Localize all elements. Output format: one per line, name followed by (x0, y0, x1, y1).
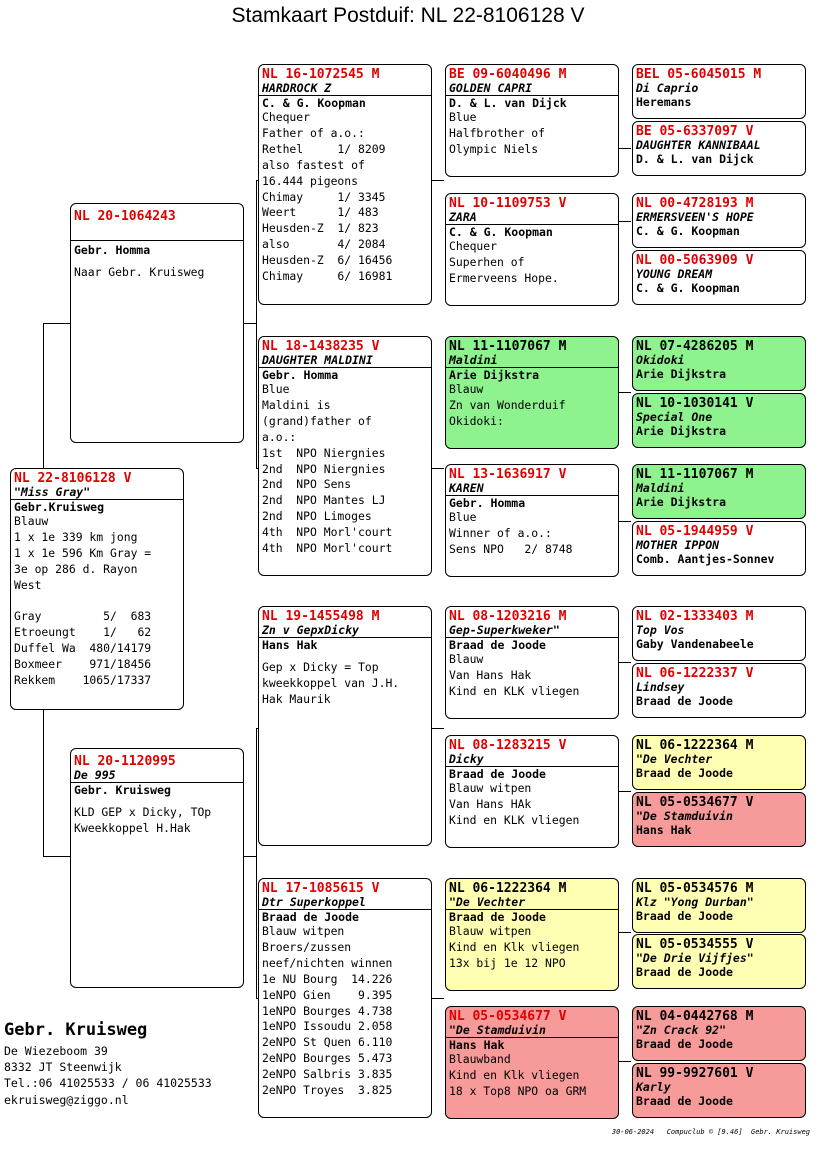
ring-number: NL 20-1120995 (74, 754, 176, 769)
breeder-email: ekruisweg@ziggo.nl (4, 1093, 129, 1107)
ring-number: BEL 05-6045015 M (636, 67, 762, 82)
ring-number: NL 17-1085615 V (262, 881, 380, 896)
dam-card (70, 748, 244, 988)
owner-name: Hans Hak (636, 823, 692, 837)
pigeon-name: Di Caprio (636, 81, 699, 95)
ring-number: NL 00-5063909 V (636, 253, 754, 268)
ggp-card-3 (445, 336, 619, 449)
breeder-name: Gebr. Kruisweg (4, 1020, 148, 1040)
pigeon-name: Dicky (446, 753, 618, 767)
pigeon-notes: KLD GEP x Dicky, TOp Kweekkoppel H.Hak (74, 805, 212, 835)
ring-number: NL 04-0442768 M (636, 1009, 754, 1024)
owner-name: Braad de Joode (636, 766, 733, 780)
pigeon-name: Special One (636, 410, 713, 424)
pigeon-name: Gep-Superkweker" (446, 624, 618, 638)
ggp-card-7 (445, 878, 619, 991)
pigeon-notes: Blauw Van Hans Hak Kind en KLK vliegen (449, 652, 580, 698)
gggp-card-3 (632, 193, 806, 248)
pigeon-name: Karly (636, 1080, 671, 1094)
pigeon-name: ZARA (446, 211, 618, 225)
pigeon-name: Okidoki (636, 353, 685, 367)
pigeon-name: Maldini (636, 481, 685, 495)
gggp-card-9 (632, 606, 806, 661)
owner-name: C. & G. Koopman (262, 96, 366, 110)
owner-name: Comb. Aantjes-Sonnev (636, 552, 775, 566)
pigeon-name: MOTHER IPPON (636, 538, 720, 552)
breeder-address-line1: De Wiezeboom 39 (4, 1044, 108, 1058)
ring-number: NL 06-1222364 M (449, 881, 567, 896)
owner-name: Heremans (636, 95, 692, 109)
pigeon-name: HARDROCK Z (259, 82, 431, 96)
ring-number: NL 11-1107067 M (636, 467, 754, 482)
gggp-card-11 (632, 735, 806, 790)
ring-number: NL 16-1072545 M (262, 67, 380, 82)
ring-number: NL 11-1107067 M (449, 339, 567, 354)
owner-name: Braad de Joode (636, 1037, 733, 1051)
owner-name: Gaby Vandenabeele (636, 637, 754, 651)
pigeon-name: DAUGHTER KANNIBAAL (636, 138, 761, 152)
pigeon-name: Klz "Yong Durban" (636, 895, 754, 909)
breeder-phone: Tel.:06 41025533 / 06 41025533 (4, 1076, 212, 1090)
ring-number: BE 09-6040496 M (449, 67, 567, 82)
ring-number: NL 05-0534576 M (636, 881, 754, 896)
ring-number: NL 06-1222337 V (636, 666, 754, 681)
pigeon-notes: Blauwband Kind en Klk vliegen 18 x Top8 NPO oa GRM (449, 1052, 587, 1098)
granddam-maternal-card (258, 878, 432, 1118)
ring-number: NL 20-1064243 (74, 209, 176, 224)
pigeon-notes: Blauw witpen Broers/zussen neef/nichten winnen 1e NU Bourg 14.226 1eNPO Gien 9.395 1eNPO Bourges 4.738 1eNPO Issoudu 2.058 2eNPO St Quen 6.110 2eNPO Bourges 5.473 2eNPO Salbris 3.835 2eNPO Troyes 3.825 (262, 924, 393, 1098)
pigeon-name: DAUGHTER MALDINI (259, 354, 431, 368)
pigeon-notes: Blauw Zn van Wonderduif Okidoki: (449, 382, 566, 428)
pigeon-name: "De Drie Vijfjes" (636, 951, 754, 965)
pigeon-name: De 995 (71, 769, 243, 783)
pigeon-notes: Blauw witpen Van Hans HAk Kind en KLK vliegen (449, 781, 580, 827)
gggp-card-6 (632, 393, 806, 448)
pigeon-name: "De Vechter (446, 896, 618, 910)
pigeon-notes: Blue Halfbrother of Olympic Niels (449, 110, 546, 156)
gggp-card-5 (632, 336, 806, 391)
owner-name: Braad de Joode (449, 767, 546, 781)
owner-name: Arie Dijkstra (636, 424, 727, 438)
gggp-card-7 (632, 464, 806, 519)
page-title: Stamkaart Postduif: NL 22-8106128 V (231, 4, 585, 27)
subject-card (10, 468, 184, 710)
pigeon-name: "De Stamduivin (446, 1024, 618, 1038)
ring-number: NL 10-1030141 V (636, 396, 754, 411)
gggp-card-13 (632, 878, 806, 933)
ring-number: NL 07-4286205 M (636, 339, 754, 354)
owner-name: Braad de Joode (636, 694, 733, 708)
gggp-card-1 (632, 64, 806, 119)
ring-number: NL 10-1109753 V (449, 196, 567, 211)
pigeon-name: Zn v GepxDicky (259, 624, 431, 638)
pigeon-name: Top Vos (636, 623, 685, 637)
gggp-card-14 (632, 934, 806, 989)
ring-number: NL 19-1455498 M (262, 609, 380, 624)
ring-number: NL 08-1203216 M (449, 609, 567, 624)
owner-name: D. & L. van Dijck (636, 152, 754, 166)
pigeon-name: "De Stamduivin (636, 809, 733, 823)
pigeon-notes: Blauw witpen Kind en Klk vliegen 13x bij 1e 12 NPO (449, 924, 580, 970)
gggp-card-8 (632, 521, 806, 576)
gggp-card-4 (632, 250, 806, 305)
ggp-card-5 (445, 606, 619, 719)
owner-name: Hans Hak (449, 1038, 505, 1052)
ring-number: NL 05-0534677 V (449, 1009, 567, 1024)
pigeon-notes: Chequer Superhen of Ermerveens Hope. (449, 239, 559, 285)
ring-number: BE 05-6337097 V (636, 124, 754, 139)
owner-name: Gebr.Kruisweg (14, 500, 105, 514)
owner-name: Gebr. Kruisweg (74, 783, 171, 797)
owner-name: Arie Dijkstra (449, 368, 540, 382)
owner-name: C. & G. Koopman (636, 281, 740, 295)
owner-name: Braad de Joode (449, 910, 546, 924)
gggp-card-15 (632, 1006, 806, 1061)
ring-number: NL 22-8106128 V (14, 471, 132, 486)
ggp-card-6 (445, 735, 619, 848)
pigeon-notes: Blauw 1 x 1e 339 km jong 1 x 1e 596 Km Gray = 3e op 286 d. Rayon West Gray 5/ 683 Etroeungt 1/ 62 Duffel Wa 480/14179 Boxmeer 971/18456 Rekkem 1065/17337 (14, 514, 152, 688)
pigeon-name: "De Vechter (636, 752, 713, 766)
pigeon-name: Maldini (446, 354, 618, 368)
owner-name: C. & G. Koopman (449, 225, 553, 239)
pigeon-notes: Gep x Dicky = Top kweekkoppel van J.H. Hak Maurik (262, 660, 400, 706)
pigeon-name: Dtr Superkoppel (259, 896, 431, 910)
ring-number: NL 00-4728193 M (636, 196, 754, 211)
ring-number: NL 18-1438235 V (262, 339, 380, 354)
gggp-card-2 (632, 121, 806, 176)
gggp-card-10 (632, 663, 806, 718)
pigeon-notes: Blue Maldini is (grand)father of a.o.: 1st NPO Niergnies 2nd NPO Niergnies 2nd NPO Sens 2nd NPO Mantes LJ 2nd NPO Limoges 4th NPO Morl'court 4th NPO Morl'court (262, 382, 393, 556)
ring-number: NL 13-1636917 V (449, 467, 567, 482)
granddam-paternal-card (258, 336, 432, 576)
owner-name: Braad de Joode (449, 638, 546, 652)
pigeon-name: "Miss Gray" (11, 486, 183, 500)
pigeon-name: GOLDEN CAPRI (446, 82, 618, 96)
grandsire-maternal-card (258, 606, 432, 846)
sire-card (70, 203, 244, 443)
owner-name: Gebr. Homma (71, 240, 243, 257)
owner-name: Braad de Joode (262, 910, 359, 924)
owner-name: Braad de Joode (636, 965, 733, 979)
ring-number: NL 05-0534677 V (636, 795, 754, 810)
owner-name: Gebr. Homma (449, 496, 526, 510)
ring-number: NL 02-1333403 M (636, 609, 754, 624)
grandsire-paternal-card (258, 64, 432, 305)
ggp-card-1 (445, 64, 619, 177)
owner-name: D. & L. van Dijck (449, 96, 567, 110)
ggp-card-8 (445, 1006, 619, 1119)
ggp-card-4 (445, 464, 619, 577)
pigeon-notes: Naar Gebr. Kruisweg (74, 265, 205, 279)
ring-number: NL 06-1222364 M (636, 738, 754, 753)
owner-name: Arie Dijkstra (636, 495, 727, 509)
pigeon-name: Lindsey (636, 680, 685, 694)
pigeon-name: YOUNG DREAM (636, 267, 713, 281)
owner-name: Gebr. Homma (262, 368, 339, 382)
owner-name: Arie Dijkstra (636, 367, 727, 381)
gggp-card-12 (632, 792, 806, 847)
ggp-card-2 (445, 193, 619, 306)
owner-name: Hans Hak (262, 638, 318, 652)
ring-number: NL 05-1944959 V (636, 524, 754, 539)
print-signature: 30-06-2024 Compuclub © [9.46] Gebr. Kruisweg (611, 1128, 810, 1136)
owner-name: C. & G. Koopman (636, 224, 740, 238)
pigeon-notes: Chequer Father of a.o.: Rethel 1/ 8209 also fastest of 16.444 pigeons Chimay 1/ 3345 Weert 1/ 483 Heusden-Z 1/ 823 also 4/ 2084 Heusden-Z 6/ 16456 Chimay 6/ 16981 (262, 110, 393, 284)
pigeon-name: "Zn Crack 92" (636, 1023, 727, 1037)
owner-name: Braad de Joode (636, 909, 733, 923)
gggp-card-16 (632, 1063, 806, 1118)
pigeon-name: ERMERSVEEN'S HOPE (636, 210, 754, 224)
ring-number: NL 08-1283215 V (449, 738, 567, 753)
pigeon-notes: Blue Winner of a.o.: Sens NPO 2/ 8748 (449, 510, 573, 556)
pigeon-name: KAREN (446, 482, 618, 496)
breeder-address-line2: 8332 JT Steenwijk (4, 1060, 122, 1074)
ring-number: NL 99-9927601 V (636, 1066, 754, 1081)
owner-name: Braad de Joode (636, 1094, 733, 1108)
ring-number: NL 05-0534555 V (636, 937, 754, 952)
